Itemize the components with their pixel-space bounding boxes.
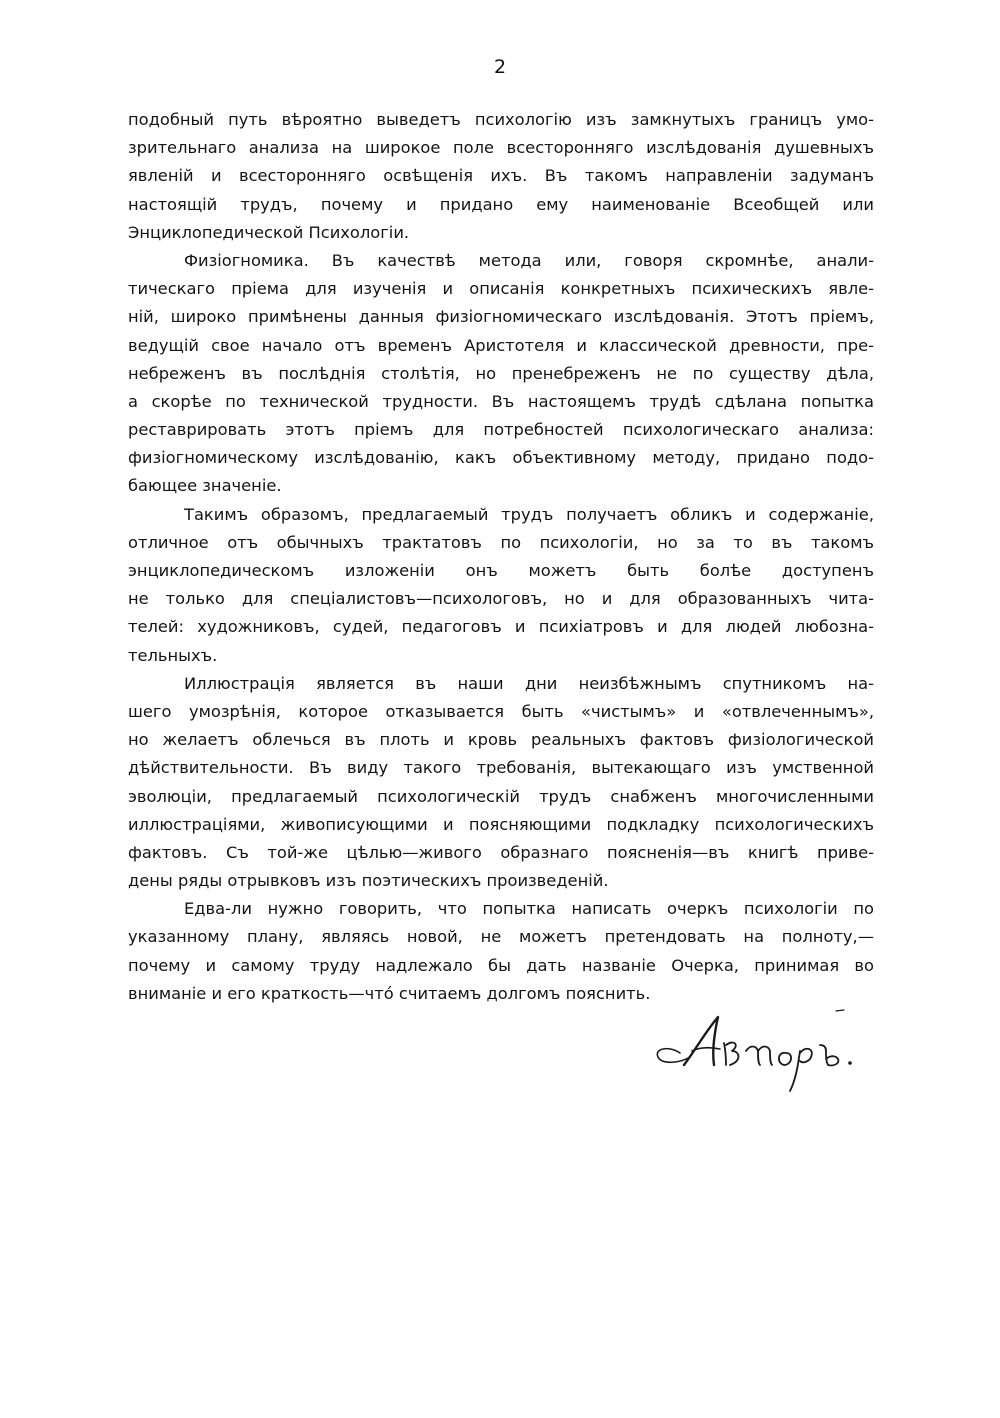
- paragraph-intro-continuation: [128, 106, 874, 247]
- text-line: не только для спеціалистовъ—психологовъ, но и для образованныхъ чита-: [128, 589, 874, 609]
- paragraph-physiognomy: [128, 247, 874, 501]
- paragraph-encyclopedic: [128, 501, 874, 670]
- text-line: Энциклопедической Психологіи.: [128, 222, 410, 242]
- text-line: Такимъ образомъ, предлагаемый трудъ получаетъ обликъ и содержаніе,: [184, 504, 874, 524]
- text-line: подобный путь вѣроятно выведетъ психологію изъ замкнутыхъ границъ умо-: [128, 110, 874, 129]
- text-line: телей: художниковъ, судей, педагоговъ и психіатровъ и для людей любозна-: [128, 617, 874, 637]
- text-line: почему и самому труду надлежало бы дать названіе Очерка, принимая во: [128, 955, 874, 975]
- paragraph-closing: [128, 895, 874, 1008]
- text-line: настоящій трудъ, почему и придано ему наименованіе Всеобщей или: [128, 194, 874, 214]
- text-line: Иллюстрація является въ наши дни неизбѣжнымъ спутникомъ на-: [184, 673, 874, 693]
- text-line: указанному плану, являясь новой, не можетъ претендовать на полноту,—: [128, 927, 874, 947]
- author-signature: [640, 1005, 870, 1095]
- text-line: реставрировать этотъ пріемъ для потребностей психологическаго анализа:: [128, 420, 874, 440]
- text-line: тическаго пріема для изученія и описанія конкретныхъ психическихъ явле-: [128, 279, 874, 299]
- text-line: небреженъ въ послѣднія столѣтія, но пренебреженъ не по существу дѣла,: [128, 363, 874, 383]
- paragraph-illustration: [128, 670, 874, 896]
- text-line: Физіогномика. Въ качествѣ метода или, говоря скромнѣе, анали-: [184, 250, 874, 270]
- text-line: шего умозрѣнія, которое отказывается быть «чистымъ» и «отвлеченнымъ»,: [128, 701, 874, 721]
- text-line: но желаетъ облечься въ плоть и кровь реальныхъ фактовъ физіологической: [128, 730, 874, 750]
- text-line: явленій и всесторонняго освѣщенія ихъ. Въ такомъ направленіи задуманъ: [128, 166, 874, 186]
- body-text: [128, 106, 874, 1008]
- text-line: дѣйствительности. Въ виду такого требованія, вытекающаго изъ умственной: [128, 758, 874, 778]
- text-line: отличное отъ обычныхъ трактатовъ по психологіи, но за то въ такомъ: [128, 532, 874, 552]
- text-line: ведущій свое начало отъ временъ Аристотеля и классической древности, пре-: [128, 335, 874, 355]
- text-line: дены ряды отрывковъ изъ поэтическихъ произведеній.: [128, 871, 609, 891]
- page-number: 2: [493, 56, 507, 78]
- text-line: ній, широко примѣнены данныя физіогномическаго изслѣдованія. Этотъ пріемъ,: [128, 307, 874, 327]
- text-line: фактовъ. Съ той-же цѣлью—живого образнаго поясненія—въ книгѣ приве-: [128, 842, 874, 862]
- text-line: тельныхъ.: [128, 645, 218, 665]
- text-line: зрительнаго анализа на широкое поле всесторонняго изслѣдованія душевныхъ: [128, 138, 874, 158]
- text-line: физіогномическому изслѣдованію, какъ объективному методу, придано подо-: [128, 448, 874, 468]
- text-line: энциклопедическомъ изложеніи онъ можетъ быть болѣе доступенъ: [128, 561, 874, 580]
- handwritten-signature-icon: [640, 1005, 870, 1095]
- text-line: Едва-ли нужно говорить, что попытка написать очеркъ психологіи по: [184, 899, 874, 919]
- text-line: бающее значеніе.: [128, 476, 282, 496]
- text-line: иллюстраціями, живописующими и поясняющими подкладку психологическихъ: [128, 814, 874, 834]
- text-line: а скорѣе по технической трудности. Въ настоящемъ трудѣ сдѣлана попытка: [128, 391, 874, 411]
- text-line: вниманіе и его краткость—что́ считаемъ долгомъ пояснить.: [128, 983, 651, 1003]
- text-line: эволюціи, предлагаемый психологическій трудъ снабженъ многочисленными: [128, 786, 874, 806]
